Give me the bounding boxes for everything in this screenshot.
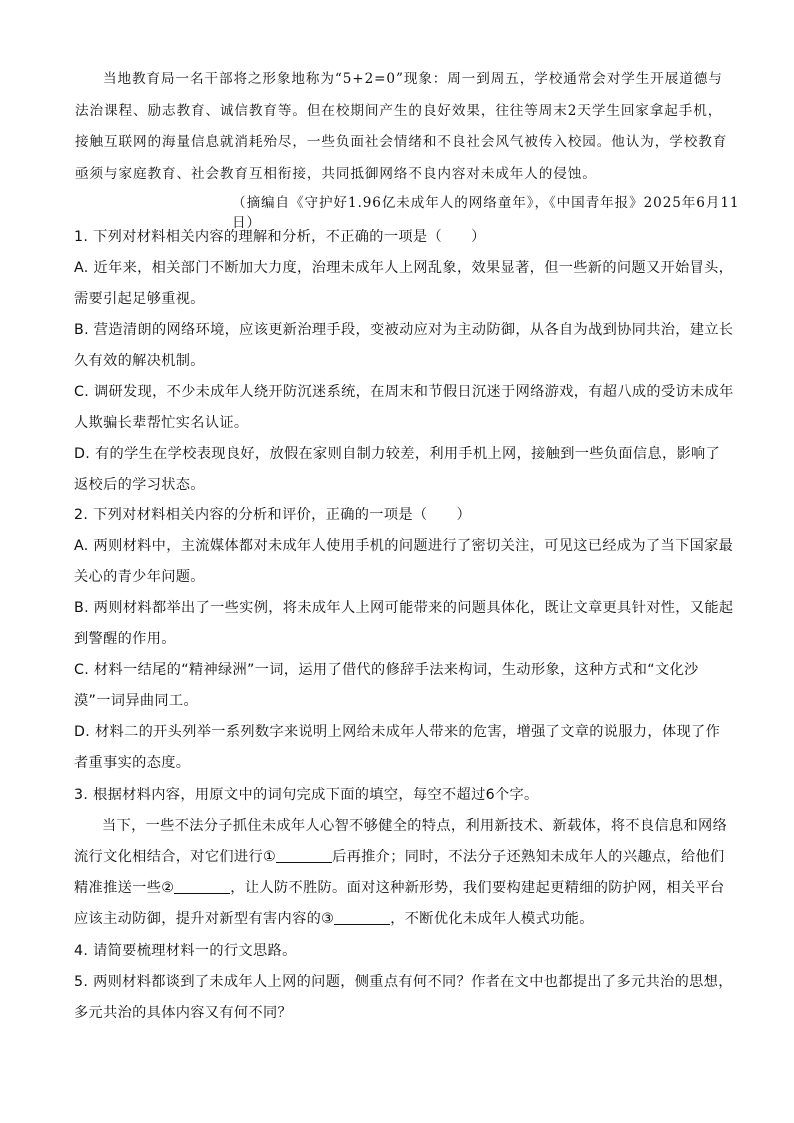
question-4-stem: 4. 请简要梳理材料一的行文思路。 [74,943,297,959]
blank-2[interactable] [174,878,230,894]
fill-text-2: 后再推介；同时，不法分子还熟知未成年人的兴趣点，给他们精准推送一些② [74,849,725,896]
question-1 [74,222,734,501]
blank-3[interactable] [334,909,390,925]
fill-text-3: ，让人防不胜防。面对这种新形势，我们要构建起更精细的防护网，相关平台应该主动防御，提升对新型有害内容的③ [74,880,725,927]
question-1-stem: 1. 下列对材料相关内容的理解和分析，不正确的一项是（ ） [74,229,486,245]
question-2 [74,500,734,779]
question-2-option-b: B. 两则材料都举出了一些实例，将未成年人上网可能带来的问题具体化，既让文章更具针对性，又能起到警醒的作用。 [74,600,734,647]
question-1-option-b: B. 营造清朗的网络环境，应该更新治理手段，变被动应对为主动防御，从各自为战到协同共治，建立长久有效的解决机制。 [74,322,734,369]
question-5 [74,967,734,1029]
question-2-option-d: D. 材料二的开头列举一系列数字来说明上网给未成年人带来的危害，增强了文章的说服力，体现了作者重事实的态度。 [74,724,721,771]
fill-text-4: ，不断优化未成年人模式功能。 [390,911,594,927]
question-2-option-c: C. 材料一结尾的“精神绿洲”一词，运用了借代的修辞手法来构词，生动形象，这种方式和“文化沙漠”一词异曲同工。 [74,662,699,709]
source-citation: （摘编自《守护好1.96亿未成年人的网络童年》，《中国青年报》2025年6月11日） [232,195,740,231]
question-2-option-a: A. 两则材料中，主流媒体都对未成年人使用手机的问题进行了密切关注，可见这已经成为了当下国家最关心的青少年问题。 [74,538,734,585]
fill-text-1: 当下，一些不法分子抓住未成年人心智不够健全的特点，利用新技术、新载体，将不良信息和网络流行文化相结合，对它们进行① [74,818,728,865]
question-1-option-a: A. 近年来，相关部门不断加大力度，治理未成年人上网乱象，效果显著，但一些新的问题又开始冒头，需要引起足够重视。 [74,260,734,307]
question-2-stem: 2. 下列对材料相关内容的分析和评价，正确的一项是（ ） [74,507,472,523]
question-1-option-d: D. 有的学生在学校表现良好，放假在家则自制力较差，利用手机上网，接触到一些负面信息，影响了返校后的学习状态。 [74,446,721,493]
question-3 [74,780,734,935]
question-3-fill-paragraph [74,811,734,935]
question-4 [74,936,734,967]
question-1-option-c: C. 调研发现，不少未成年人绕开防沉迷系统，在周末和节假日沉迷于网络游戏，有超八成的受访未成年人欺骗长辈帮忙实名认证。 [74,384,734,431]
material-paragraph: 当地教育局一名干部将之形象地称为“5+2=0”现象：周一到周五，学校通常会对学生开展道德与法治课程、励志教育、诚信教育等。但在校期间产生的良好效果，往往等周末2天学生回家拿起手机，接触互联网的海量信息就消耗殆尽，一些负面社会情绪和不良社会风气被传入校园。他认为，学校教育亟须与家庭教育、社会教育互相衔接，共同抵御网络不良内容对未成年人的侵蚀。 [75,71,728,182]
blank-1[interactable] [276,847,332,863]
question-5-stem: 5. 两则材料都谈到了未成年人上网的问题，侧重点有何不同？作者在文中也都提出了多元共治的思想，多元共治的具体内容又有何不同？ [74,974,733,1021]
question-3-stem: 3. 根据材料内容，用原文中的词句完成下面的填空，每空不超过6个字。 [74,787,539,803]
